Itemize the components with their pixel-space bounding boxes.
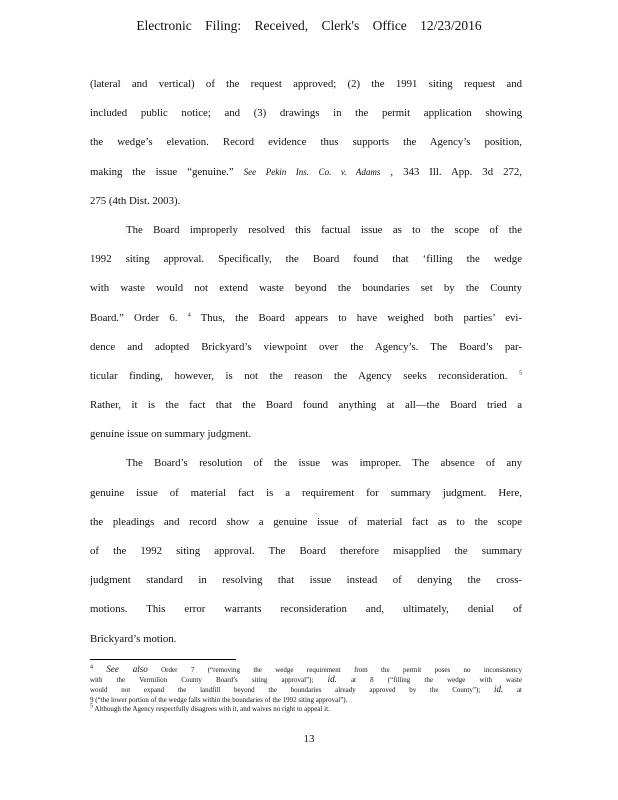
footnote-4-id-2: id.: [493, 684, 504, 695]
fn4-pre-text: Board.” Order 6.: [90, 311, 178, 324]
footnote-4-line-4: 9 (“the lower portion of the wedge falls within the boundaries of the 1992 siting approval”).: [90, 695, 348, 704]
footnote-4-see-also: See also: [106, 664, 148, 674]
body-line-20: Brickyard’s motion.: [90, 632, 177, 645]
footnote-4-id-1: id.: [327, 674, 337, 685]
body-line-5: 275 (4th Dist. 2003).: [90, 194, 181, 207]
body-line-10: dence and adopted Brickyard’s viewpoint over the Agency’s. The Board’s par-: [90, 340, 522, 353]
page-number: 13: [303, 733, 315, 745]
fn4-post-text: Thus, the Board appears to have weighed both parties’ evi-: [200, 311, 523, 324]
body-line-7: 1992 siting approval. Specifically, the Board found that ‘filling the wedge: [90, 253, 522, 266]
body-line-16: the pleadings and record show a genuine issue of material fact as to the scope: [90, 515, 522, 528]
filing-header: Electronic Filing: Received, Clerk's Office 12/23/2016: [136, 18, 482, 33]
body-line-3: the wedge’s elevation. Record evidence thus supports the Agency’s position,: [90, 136, 522, 149]
citation-pre: making the issue “genuine.”: [90, 165, 234, 178]
body-line-citation: [90, 158, 522, 187]
body-line-fn4: [90, 304, 522, 333]
body-line-13: genuine issue on summary judgment.: [90, 428, 252, 441]
body-line-6: The Board improperly resolved this factual issue as to the scope of the: [126, 223, 522, 236]
footnote-4-marker: 4: [90, 664, 93, 671]
footnote-4-text-2b: at 8 (“filling the wedge with waste: [350, 676, 523, 685]
footnote-4-text-3a: would not expand the landfill beyond the boundaries already approved by the County”);: [90, 686, 481, 695]
body-line-15: genuine issue of material fact is a requirement for summary judgment. Here,: [90, 486, 522, 499]
footnote-4-line-2: [90, 675, 522, 685]
body-line-19: motions. This error warrants reconsideration and, ultimately, denial of: [90, 603, 522, 616]
footnote-divider: [90, 659, 236, 660]
footnote-4-line-1: [90, 665, 522, 675]
body-line-12: Rather, it is the fact that the Board found anything at all—the Board tried a: [90, 399, 522, 412]
body-line-18: judgment standard in resolving that issue instead of denying the cross-: [90, 574, 522, 587]
body-line-fn5: [90, 362, 522, 391]
body-line-2: included public notice; and (3) drawings in the permit application showing: [90, 107, 522, 120]
body-line-8: with waste would not extend waste beyond the boundaries set by the County: [90, 282, 522, 295]
footnote-4-line-3: [90, 685, 522, 695]
body-text: [90, 70, 522, 654]
footnote-4-text-2a: with the Vermilion County Board’s siting approval”);: [90, 676, 314, 685]
body-line-1: (lateral and vertical) of the request approved; (2) the 1991 siting request and: [90, 78, 522, 90]
footnote-4-ref: 4: [187, 311, 191, 318]
footnotes: [90, 665, 522, 714]
body-line-17: of the 1992 siting approval. The Board therefore misapplied the summary: [90, 545, 522, 557]
footnote-4-text-3b: at: [516, 686, 523, 695]
fn5-pre-text: ticular finding, however, is not the reason the Agency seeks reconsideration.: [90, 369, 508, 382]
footnote-4-text-1: Order 7 (“removing the wedge requirement from the permit poses no inconsistency: [161, 666, 523, 674]
footnote-5-ref: 5: [519, 370, 523, 377]
citation-case-name: See Pekin Ins. Co. v. Adams: [243, 166, 381, 177]
footnote-5-marker: 5: [90, 703, 93, 710]
citation-post: , 343 Ill. App. 3d 272,: [390, 165, 522, 178]
body-line-14: The Board’s resolution of the issue was improper. The absence of any: [126, 457, 522, 470]
footnote-5-line: [90, 705, 522, 714]
footnote-5-text: Although the Agency respectfully disagrees with it, and waives no right to appeal it.: [94, 704, 330, 713]
